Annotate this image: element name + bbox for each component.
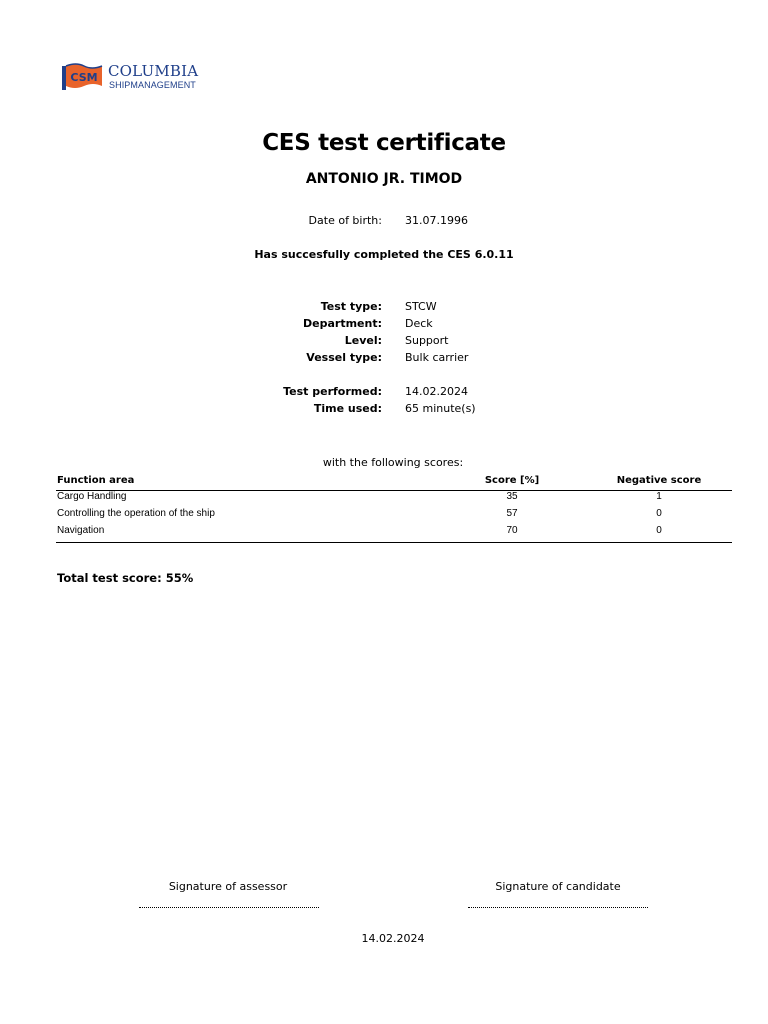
cell-negative-score: 1 — [656, 491, 662, 502]
cell-function-area: Cargo Handling — [57, 491, 127, 502]
column-header-score: Score [%] — [484, 475, 540, 486]
candidate-signature-label: Signature of candidate — [495, 880, 621, 893]
csm-flag-logo-icon — [60, 60, 104, 92]
detail-row-test-type — [0, 300, 768, 317]
column-header-negative-score: Negative score — [616, 475, 702, 486]
candidate-signature-line — [468, 906, 648, 908]
logo-badge-text: CSM — [70, 71, 98, 84]
assessor-signature-label: Signature of assessor — [168, 880, 288, 893]
logo-company-subtitle: SHIPMANAGEMENT — [109, 80, 196, 90]
detail-label: Test performed: — [283, 385, 382, 398]
detail-value: 65 minute(s) — [405, 402, 476, 415]
cell-function-area: Navigation — [57, 525, 105, 536]
logo-company-name: COLUMBIA — [108, 62, 199, 80]
cell-function-area: Controlling the operation of the ship — [57, 508, 215, 519]
detail-row-vessel-type — [0, 351, 768, 368]
signature-date: 14.02.2024 — [361, 932, 425, 945]
detail-label: Time used: — [313, 402, 382, 415]
detail-value: STCW — [405, 300, 437, 313]
certificate-title: CES test certificate — [262, 130, 506, 156]
detail-row-time-used — [0, 402, 768, 419]
detail-value: Support — [405, 334, 449, 347]
cell-score: 70 — [506, 525, 518, 536]
detail-label: Vessel type: — [306, 351, 382, 364]
detail-label: Level: — [344, 334, 382, 347]
detail-row-test-performed — [0, 385, 768, 402]
detail-value: 14.02.2024 — [405, 385, 468, 398]
dob-label: Date of birth: — [308, 214, 382, 227]
dob-value: 31.07.1996 — [405, 214, 468, 227]
total-test-score: Total test score: 55% — [57, 571, 194, 585]
column-header-function-area: Function area — [57, 475, 135, 486]
table-row — [56, 508, 732, 525]
completion-statement: Has succesfully completed the CES 6.0.11 — [254, 248, 514, 261]
cell-negative-score: 0 — [656, 508, 662, 519]
cell-score: 35 — [506, 491, 518, 502]
cell-score: 57 — [506, 508, 518, 519]
detail-row-level — [0, 334, 768, 351]
table-row — [56, 525, 732, 542]
detail-row-department — [0, 317, 768, 334]
assessor-signature-line — [139, 906, 319, 908]
detail-value: Deck — [405, 317, 433, 330]
candidate-name: ANTONIO JR. TIMOD — [305, 171, 463, 187]
cell-negative-score: 0 — [656, 525, 662, 536]
detail-label: Department: — [303, 317, 382, 330]
company-logo — [60, 60, 270, 96]
detail-label: Test type: — [320, 300, 382, 313]
detail-value: Bulk carrier — [405, 351, 469, 364]
scores-intro: with the following scores: — [322, 456, 464, 469]
table-row — [56, 491, 732, 508]
table-footer-divider — [56, 542, 732, 543]
